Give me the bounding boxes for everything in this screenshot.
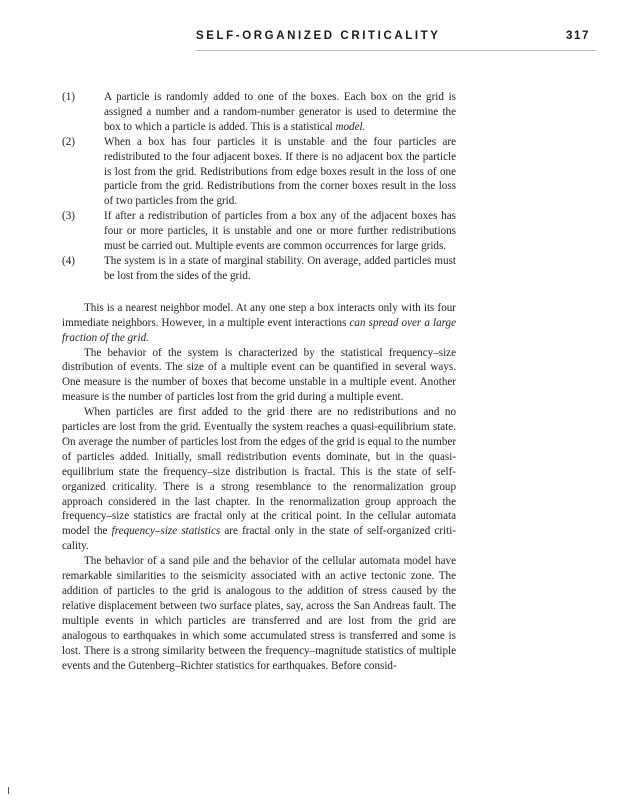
running-title: SELF-ORGANIZED CRITICALITY — [196, 30, 441, 42]
paragraph-behavior — [62, 346, 456, 406]
paragraph-quasi-equilibrium — [62, 405, 456, 554]
rule-number: (1) — [62, 91, 75, 103]
rule-item-2 — [62, 135, 456, 210]
rule-item-4 — [62, 254, 456, 284]
rule-text: If after a redistribution of particles from a box any of the adjacent boxes has four or more particles, it is unstable and one or more further redistributions must be carried out. Multiple events are common occurrences for large grids. — [104, 210, 456, 253]
rule-number: (3) — [62, 210, 75, 223]
rule-text: The system is in a state of marginal stability. On average, added particles must be lost from the sides of the grid. — [104, 254, 456, 282]
paragraph-italic: can spread over a large fraction of the grid. — [62, 316, 456, 344]
paragraph-italic: frequency–size statistics — [111, 525, 221, 538]
paragraph-nearest-neighbor — [62, 301, 456, 346]
rule-text-italic: model. — [335, 120, 366, 133]
paragraph-text: This is a nearest neighbor model. At any one step a box interacts only with its four immediate neighbors. However, in a multiple event interactions — [62, 301, 456, 329]
page-number: 317 — [566, 30, 590, 42]
paragraph-text: The behavior of the system is characterized by the statistical frequency–size distribution of events. The size of a multiple event can be quantified in several ways. One measure is the number of boxes that become unstable in a multiple event. Another measure is the number of particles lost from the grid during a multiple event. — [62, 346, 456, 404]
rule-item-3 — [62, 209, 456, 254]
margin-mark — [8, 787, 9, 794]
rule-item-1 — [62, 90, 456, 135]
paragraph-text: The behavior of a sand pile and the behavior of the cellular automata model have remarkable similarities to the seismicity associated with an active tectonic zone. The addition of particles to the grid is analogous to the addition of stress caused by the relative displacement between two surface plates, say, across the San Andreas fault. The multiple events in which particles are transferred and are lost from the grid are analogous to earthquakes in which some accumulated stress is transferred and some is lost. There is a strong similarity between the frequency–magnitude statistics of multiple events and the Gutenberg–Richter statistics for earthquakes. Before consid- — [62, 555, 456, 672]
section-gap — [62, 284, 456, 301]
running-head — [0, 30, 630, 46]
rule-text: When a box has four particles it is unstable and the four particles are redistributed to the four adjacent boxes. If there is no adjacent box the particle is lost from the grid. Redistributions from edge boxes result in the loss of one particle from the grid. Redistributions from the corner boxes result in the loss of two particles from the grid. — [104, 135, 456, 208]
page-body — [62, 90, 456, 673]
paragraph-sand-pile — [62, 554, 456, 673]
rule-number: (4) — [62, 254, 75, 267]
rule-text: A particle is randomly added to one of the boxes. Each box on the grid is assigned a number and a random-number generator is used to determine the box to which a particle is added. This is a statistical — [104, 91, 456, 133]
header-rule — [196, 50, 596, 51]
paragraph-text: When particles are first added to the grid there are no redistributions and no particles are lost from the grid. Eventually the system reaches a quasi-equilibrium state. On average the number of particles lost from the edges of the grid is equal to the number of particles added. Initially, small redistribution events dominate, but in the quasi-equilibrium state the frequency–size distribution is fractal. This is the state of self-organized criticality. There is a strong resemblance to the renormalization group approach considered in the last chapter. In the renormalization group approach the frequency–size statistics are fractal only at the critical point. In the cellular automata model the — [62, 406, 457, 538]
rule-number: (2) — [62, 135, 75, 148]
paragraph-text: are fractal only in the state of self-organized criticality. — [62, 525, 456, 553]
